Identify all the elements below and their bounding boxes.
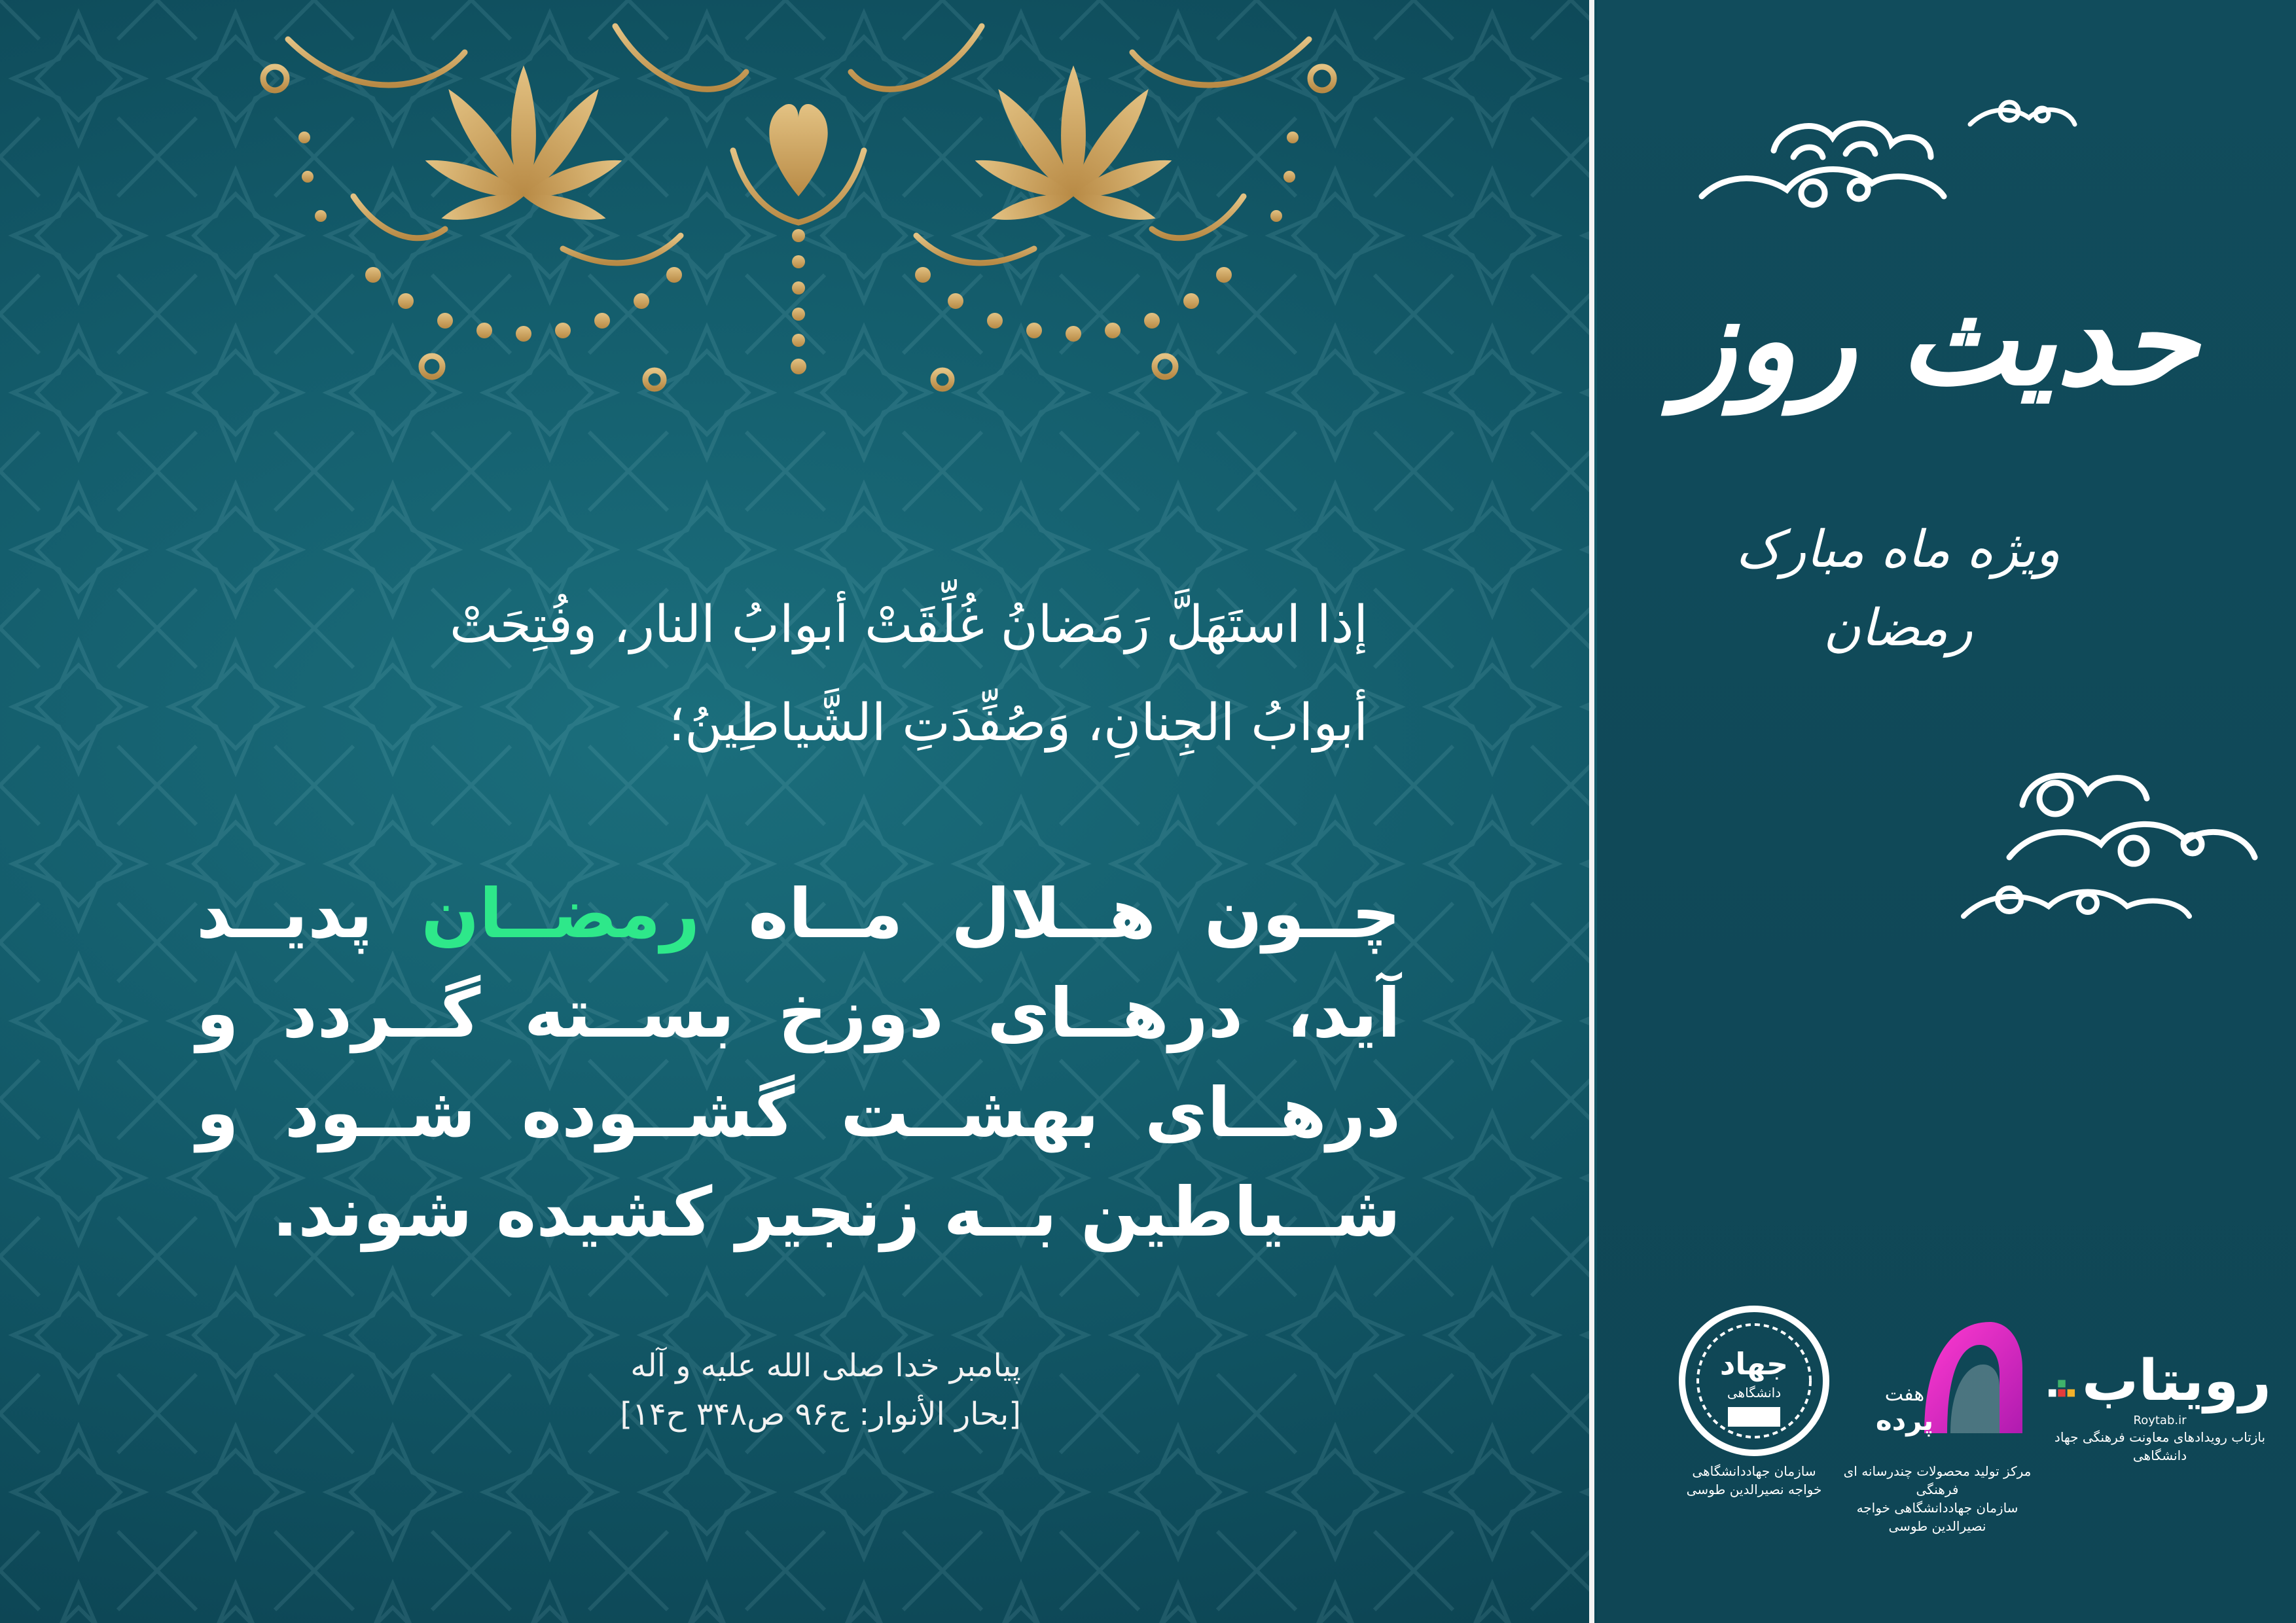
small-cloud-icon (1964, 72, 2081, 137)
roytab-wordmark: رویتاب (2081, 1348, 2271, 1414)
jahad-caption-line-1: سازمان جهاددانشگاهی (1692, 1463, 1816, 1479)
subtitle-line-1: ویژه ماه مبارک (1736, 520, 2060, 579)
roytab-logo (2049, 1348, 2271, 1465)
golden-mandala-ornament (157, 0, 1440, 419)
hadith-arabic-line-2: أبوابُ الجِنانِ، وَصُفِّدَتِ الشَّياطِينُ؛ (668, 694, 1368, 753)
jahad-caption-line-2: خواجه نصیرالدین طوسی (1686, 1482, 1822, 1497)
roytab-url: Roytab.ir (2133, 1414, 2187, 1427)
roytab-caption: بازتاب رویدادهای معاونت فرهنگی جهاد دانشگاهی (2054, 1429, 2266, 1463)
haftpardeh-word-1: هفت (1884, 1383, 1925, 1406)
hadith-attribution (458, 1342, 1021, 1438)
hadith-arabic-line-1: إذا استَهَلَّ رَمَضانُ غُلِّقَتْ أبوابُ النار، وفُتِحَتْ (449, 596, 1368, 654)
subtitle-ramadan-special (1728, 510, 2068, 668)
cloud-ornament-icon (1689, 92, 1950, 223)
hadith-persian-translation (196, 864, 1401, 1262)
ramadan-highlight: رمضــان (421, 874, 700, 954)
persian-text-part-1: چــون هــلال مــاه (700, 874, 1401, 954)
roytab-logo-icon (2049, 1374, 2077, 1414)
jahad-emblem-icon (1676, 1302, 1833, 1459)
attribution-narrator: پیامبر خدا صلی الله علیه و آله (630, 1347, 1021, 1384)
jahad-emblem-subtext: دانشگاهی (1727, 1385, 1782, 1400)
haftpardeh-word-2: پرده (1875, 1404, 1934, 1436)
small-cloud-icon (1957, 844, 2193, 936)
haftpardeh-logo (1839, 1302, 2036, 1535)
haftpardeh-caption-line-1: مرکز تولید محصولات چندرسانه ای فرهنگی (1843, 1463, 2032, 1497)
subtitle-line-2: رمضان (1823, 599, 1973, 658)
vertical-divider (1589, 0, 1594, 1623)
persian-text-part-2: پدیــد آید، درهــای دوزخ بســته گــردد و درهــای بهشــت گشــوده شــود و شــیاطین بــه زنجیر کشیده شوند. (196, 874, 1401, 1252)
haftpardeh-caption-line-2: سازمان جهاددانشگاهی خواجه نصیرالدین طوسی (1856, 1500, 2018, 1534)
attribution-source: [بحار الأنوار: ج۹۶ ص۳۴۸ ح۱۴] (620, 1396, 1021, 1433)
jahad-logo (1662, 1302, 1846, 1499)
haftpardeh-logo-icon (1846, 1302, 2029, 1459)
title-hadith-of-the-day: حدیث روز (1676, 267, 2199, 413)
jahad-emblem-text: جهاد (1719, 1346, 1789, 1382)
hadith-arabic-text (216, 576, 1368, 772)
